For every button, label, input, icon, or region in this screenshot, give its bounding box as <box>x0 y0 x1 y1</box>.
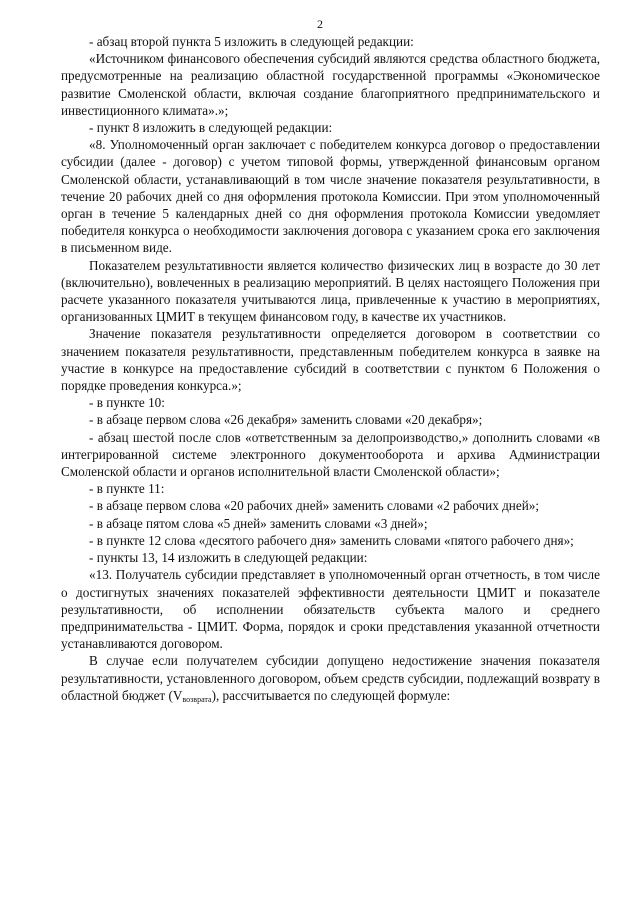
paragraph-15: «13. Получатель субсидии представляет в уполномоченный орган отчетность, в том числе о достигнутых значениях показателей эффективности деятельности ЦМИТ и показателе результативности, об исполнении обязательств субъекта малого и среднего предпринимательства - ЦМИТ. Форма, порядок и сроки представления указанной отчетности устанавливаются договором. <box>61 567 600 652</box>
paragraph-11: - в абзаце первом слова «20 рабочих дней» заменить словами «2 рабочих дней»; <box>89 498 540 514</box>
document-body <box>61 33 600 704</box>
paragraph-9: - абзац шестой после слов «ответственным за делопроизводство,» дополнить словами «в интегрированной системе электронного документооборота и архива Администрации Смоленской области и органов исполнительной власти Смоленской области»; <box>61 429 600 480</box>
paragraph-3: - пункт 8 изложить в следующей редакции: <box>89 120 333 136</box>
paragraph-16-subscript: возврата <box>182 694 212 704</box>
paragraph-8: - в абзаце первом слова «26 декабря» заменить словами «20 декабря»; <box>89 412 483 428</box>
paragraph-13: - в пункте 12 слова «десятого рабочего дня» заменить словами «пятого рабочего дня»; <box>89 532 574 548</box>
paragraph-14: - пункты 13, 14 изложить в следующей редакции: <box>89 550 368 566</box>
paragraph-16-text-after: ), рассчитывается по следующей формуле: <box>211 687 451 703</box>
paragraph-12: - в абзаце пятом слова «5 дней» заменить словами «3 дней»; <box>89 515 428 531</box>
paragraph-6: Значение показателя результативности определяется договором в соответствии со значением показателя результативности, представленным победителем конкурса в заявке на участие в конкурсе на предоставление субсидий в соответствии с пунктом 6 Положения о порядке проведения конкурса.»; <box>61 326 600 394</box>
paragraph-10: - в пункте 11: <box>89 481 165 497</box>
paragraph-7: - в пункте 10: <box>89 395 165 411</box>
paragraph-4: «8. Уполномоченный орган заключает с победителем конкурса договор о предоставлении субсидии (далее - договор) с учетом типовой формы, утвержденной финансовым органом Смоленской области, устанавливающий в том числе значение показателя результативности, в течение 20 рабочих дней со дня оформления протокола Комиссии. При этом уполномоченный орган в течение 5 календарных дней со дня оформления протокола Комиссии уведомляет победителя конкурса о необходимости заключения договора с указанием срока его заключения в письменном виде. <box>61 137 600 256</box>
paragraph-5: Показателем результативности является количество физических лиц в возрасте до 30 лет (включительно), вовлеченных в реализацию мероприятий. В целях настоящего Положения при расчете указанного показателя учитываются лица, привлеченные к участию в мероприятиях, организованных ЦМИТ в текущем финансовом году, в качестве их участников. <box>61 257 600 325</box>
paragraph-16 <box>61 652 600 704</box>
paragraph-1: - абзац второй пункта 5 изложить в следующей редакции: <box>89 34 414 49</box>
paragraph-2: «Источником финансового обеспечения субсидий являются средства областного бюджета, предусмотренные на реализацию областной государственной программы «Экономическое развитие Смоленской области, включая создание благоприятного предпринимательского и инвестиционного климата».»; <box>61 51 600 118</box>
paragraph-16-text-before: В случае если получателем субсидии допущено недостижение значения показателя результативности, установленного договором, объем средств субсидии, подлежащий возврату в областной бюджет (V <box>61 653 600 703</box>
page-number: 2 <box>317 17 323 31</box>
